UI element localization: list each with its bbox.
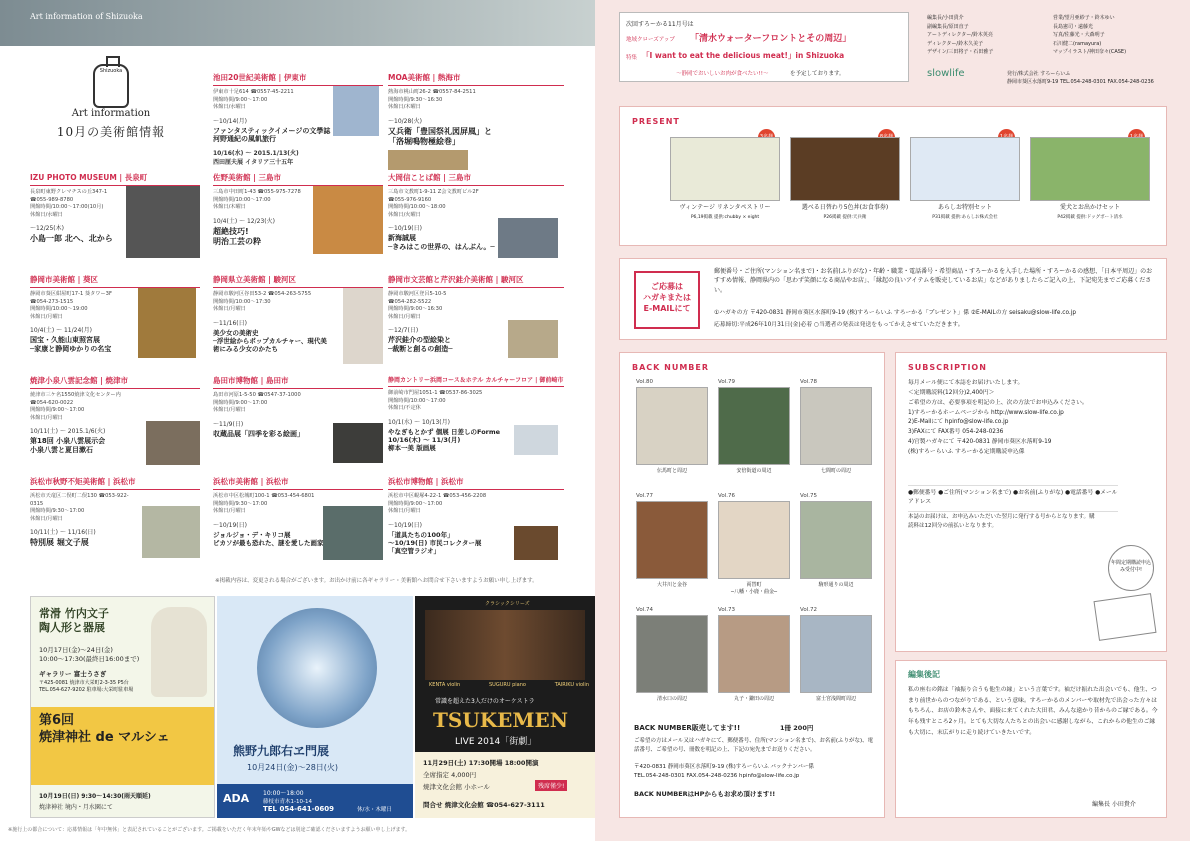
backnumber-vol: Vol.77 bbox=[636, 493, 653, 499]
next-sub: 〜静岡でおいしいお肉が食べたい!!〜 bbox=[676, 71, 769, 77]
backnumber-text: ご希望の方はメール又はハガキにて、郵便番号、住所(マンション名まで)、お名前(ふりがな)、電話番号、ご希望の号、冊数を明記の上、下記の宛先までお送りください。 bbox=[634, 738, 874, 753]
header-title: Art information of Shizuoka bbox=[30, 12, 143, 21]
ad3-contact: 問合せ 焼津文化会館 ☎054-627-3111 bbox=[423, 801, 545, 809]
museum-date: 〜10/19(日) bbox=[388, 521, 422, 529]
museum-title: 「道具たちの100年」 〜10/19(日) 市民コレクター展 「真空管ラジオ」 bbox=[388, 530, 482, 555]
museum-card bbox=[213, 72, 383, 166]
present-caption: 愛犬とお出かけセット bbox=[1059, 204, 1120, 211]
museum-date: 10/11(土) 〜 11/16(日) bbox=[30, 529, 96, 537]
editor-sign: 編集長 小田貴介 bbox=[1092, 801, 1136, 808]
museum-card bbox=[30, 274, 200, 354]
ad3-details bbox=[415, 752, 595, 818]
staff-item: アートディレクター/鈴木英亮 bbox=[927, 32, 993, 38]
present-image bbox=[1030, 137, 1150, 201]
museum-info: 熱海市桃山町26-2 ☎0557-84-2511 開館時間/9:30〜16:30 休館日/木曜日 bbox=[388, 89, 476, 111]
ad2-closed: 休/水・木曜日 bbox=[357, 807, 392, 813]
next-prefix: 次回すろーかる11月号は bbox=[626, 21, 694, 28]
backnumber-cover bbox=[800, 387, 872, 465]
apply-box: ご応募は ハガキまたは E-MAILにて bbox=[634, 271, 700, 329]
museum-image bbox=[126, 186, 200, 258]
museum-title: 芹沢銈介の型絵染と ─裁断と創るの創造─ bbox=[388, 336, 453, 353]
ad2-time: 10:00〜18:00 bbox=[263, 790, 304, 797]
ada-logo: ADA bbox=[223, 792, 250, 805]
museum-name: 池田20世紀美術館 | 伊東市 bbox=[213, 72, 383, 86]
museum-date: 〜10/19(日) bbox=[388, 225, 422, 233]
ad-kumano bbox=[217, 596, 413, 818]
next-label1: 地域クローズアップ bbox=[626, 37, 675, 43]
museum-date: 10/4(土) 〜 12/23(火) bbox=[213, 217, 275, 225]
museum-title: 特別展 堀文子展 bbox=[30, 538, 89, 548]
museum-card bbox=[388, 375, 564, 452]
ad2-title: 熊野九郎右ヱ門展 bbox=[233, 744, 330, 758]
editor-text: 私の座右の銘は「袖振り合うも他生の縁」という言葉です。袖だけ振れた出会いでも、他生、つまり前世からのつながりである、という意味。すろーかるのメンバーや取材先で出会った方々はもちろん、お店の鈴木さんや、面接に来てくれた大田君、みんな遠かり昔からのご縁である。今年も残すところ2ヶ月。とても大切な人たちとの出会いに感謝しながら、これからの他生のご縁も大切に、末広がりに走り続けていきたいです。 bbox=[908, 687, 1158, 736]
museum-name: 佐野美術館 | 三島市 bbox=[213, 172, 383, 186]
museum-info: 長泉町東野クレマチスの丘347-1 ☎055-989-8780 開館時間/10:00〜17:00(10月) 休館日/水曜日 bbox=[30, 189, 108, 218]
museum-card bbox=[213, 476, 383, 547]
backnumber-vol: Vol.79 bbox=[718, 379, 735, 385]
present-item bbox=[670, 137, 780, 221]
title-vertical: Shizuoka bbox=[99, 68, 123, 74]
museum-card bbox=[388, 274, 564, 354]
backnumber-vol: Vol.78 bbox=[800, 379, 817, 385]
ad3-title: TSUKEMEN bbox=[433, 708, 569, 732]
present-section bbox=[619, 106, 1167, 246]
next-issue-box bbox=[619, 12, 909, 82]
marche-date: 10月19日(日) 9:30〜14:30(雨天順延) bbox=[39, 793, 151, 800]
backnumber-cover bbox=[636, 387, 708, 465]
backnumber-vol: Vol.73 bbox=[718, 607, 735, 613]
museum-title: 超絶技巧! 明治工芸の粋 bbox=[213, 226, 261, 246]
backnumber-cover bbox=[800, 501, 872, 579]
backnumber-caption: 七間町の周辺 bbox=[820, 468, 851, 474]
backnumber-cover bbox=[718, 501, 790, 579]
museum-name: 浜松市美術館 | 浜松市 bbox=[213, 476, 383, 490]
staff-item: 副編集長/原田直子 bbox=[927, 23, 969, 30]
subscription-section bbox=[895, 352, 1167, 652]
present-caption: 選べる日替わり5色丼(お食事券) bbox=[801, 204, 889, 211]
title-jp: 10月の美術館情報 bbox=[56, 125, 166, 139]
backnumber-price: 1冊 200円 bbox=[780, 724, 814, 732]
backnumber-vol: Vol.75 bbox=[800, 493, 817, 499]
staff-item: 石川健二(ramayura) bbox=[1053, 40, 1102, 47]
subscription-fields: ●郵便番号 ●ご住所(マンション名まで) ●お名前(ふりがな) ●電話番号 ●メールアドレス bbox=[908, 485, 1118, 512]
musician-name: SUGURU piano bbox=[489, 682, 526, 688]
museum-image bbox=[142, 506, 200, 558]
museum-image bbox=[508, 320, 558, 358]
staff-item: マップイラスト/神田奈々(CASE) bbox=[1053, 49, 1127, 55]
rabbit-figure-icon bbox=[151, 607, 207, 697]
header-band bbox=[0, 0, 595, 46]
museum-card bbox=[388, 476, 564, 555]
present-item bbox=[910, 137, 1020, 221]
museum-card bbox=[388, 172, 564, 252]
apply-section bbox=[619, 258, 1167, 340]
museum-info: 御前崎市門屋1051-1 ☎0537-86-3025 開館時間/10:00〜17:00 休館日/不定休 bbox=[388, 390, 483, 412]
staff-item: 長島憲司・遠藤光 bbox=[1053, 23, 1094, 30]
backnumber-vol: Vol.72 bbox=[800, 607, 817, 613]
staff-col1 bbox=[927, 14, 1047, 57]
present-image bbox=[790, 137, 900, 201]
museum-date: 〜11/16(日) bbox=[213, 319, 247, 327]
museum-card bbox=[388, 72, 564, 147]
museum-image bbox=[514, 425, 558, 455]
right-page bbox=[595, 0, 1190, 841]
backnumber-caption: 駒形通りの周辺 bbox=[818, 582, 854, 588]
museum-name: 浜松市秋野不矩美術館 | 浜松市 bbox=[30, 476, 200, 490]
backnumber-item[interactable] bbox=[718, 379, 790, 475]
museum-name: 静岡市文芸館と芹沢銈介美術館 | 駿河区 bbox=[388, 274, 564, 288]
next-feature2: 「I want to eat the delicious meat!」in Shizuoka bbox=[642, 51, 845, 60]
museum-image bbox=[333, 423, 383, 463]
editor-title: 編集後記 bbox=[908, 670, 940, 679]
museum-name: 静岡カントリー浜岡コース＆ホテル カルチャーフロア | 御前崎市 bbox=[388, 375, 564, 387]
museum-name: 静岡県立美術館 | 駿河区 bbox=[213, 274, 383, 288]
backnumber-item[interactable] bbox=[636, 607, 708, 703]
footnote: ※施行上の都合について：応募情報は「年中無休」と表記されていることがございます。ご掲載をいただく年末年始やGWなどは別途ご確認くださいますようお願い申し上げます。 bbox=[8, 827, 411, 833]
present-caption: あらしお特別セット bbox=[937, 204, 992, 211]
museum-name: IZU PHOTO MUSEUM | 長泉町 bbox=[30, 172, 200, 186]
musician-name: TAIRIKU violin bbox=[554, 682, 589, 688]
museum-title: 収蔵品展「四季を彩る絵画」 bbox=[213, 429, 304, 438]
ad2-footer bbox=[217, 784, 413, 818]
backnumber-address: 〒420-0831 静岡市葵区水落町9-19 (株)すろーらいふ バックナンバー係 TEL.054-248-0301 FAX.054-248-0236 hpinfo@slow-life.co.jp bbox=[634, 764, 814, 779]
museum-title: 第18回 小泉八雲展示会 小泉八雲と夏目漱石 bbox=[30, 437, 106, 454]
museum-info: 浜松市中区松城町100-1 ☎053-454-6801 開館時間/9:30〜17:00 休館日/月曜日 bbox=[213, 493, 315, 515]
subscription-stamp: 年間定期購読申込み受付中! bbox=[1108, 545, 1154, 591]
backnumber-item[interactable] bbox=[800, 493, 872, 589]
title-en: Art information bbox=[71, 108, 151, 119]
disclaimer-note: ※掲載内容は、変更される場合がございます。お出かけ前に各ギャラリー・美術館へお問合せ下さいますようお願い申し上げます。 bbox=[215, 578, 538, 584]
museum-image bbox=[333, 86, 379, 136]
museum-title: 小島一郎 北へ、北から bbox=[30, 234, 113, 244]
backnumber-title: BACK NUMBER bbox=[632, 363, 710, 372]
museum-card bbox=[30, 375, 200, 455]
backnumber-vol: Vol.80 bbox=[636, 379, 653, 385]
museum-image bbox=[498, 218, 558, 258]
backnumber-vol: Vol.76 bbox=[718, 493, 735, 499]
apply-address: ①ハガキの方 〒420-0831 静岡市葵区水落町9-19 (株)すろーらいふ すろーかる「プレゼント」係 ②E-MAILの方 seisaku@slow-life.co.jp bbox=[714, 310, 1077, 316]
backnumber-cover bbox=[636, 501, 708, 579]
slowlife-address: 静岡市葵区水落町9-19 TEL.054-248-0301 FAX.054-248-0236 bbox=[1007, 79, 1154, 85]
present-image bbox=[670, 137, 780, 201]
apply-deadline: 応募締切:平成26年10月31日(金)必着 ○当選者の発表は発送をもってかえさせていただきます。 bbox=[714, 322, 964, 328]
museum-image bbox=[514, 526, 558, 560]
backnumber-section bbox=[619, 352, 885, 818]
ad2-address: 藤枝市青木1-10-14 bbox=[263, 799, 312, 805]
museum-image bbox=[146, 421, 200, 465]
ad3-venue: 焼津文化会館 小ホール bbox=[423, 783, 490, 791]
museum-title: やなぎもとかず 個展 日差しのForme 10/16(木) 〜 11/3(月) 柳本一美 版画展 bbox=[388, 427, 501, 452]
ad1-info: 〒425-0081 焼津市大栄町2-3-35 P5台 TEL.054-627-9202 駐車場:大栄町駐車場 bbox=[39, 680, 134, 693]
museum-title: 国宝・久能山東照宮展 ─家康と静岡ゆかりの名宝 bbox=[30, 336, 112, 353]
backnumber-item[interactable] bbox=[800, 607, 872, 703]
museum-date: 〜11/9(日) bbox=[213, 420, 244, 428]
backnumber-caption: 伝馬町と周辺 bbox=[656, 468, 687, 474]
museum-date: 〜10/14(月) bbox=[213, 117, 247, 125]
museum-name: MOA美術館 | 熱海市 bbox=[388, 72, 564, 86]
ad3-names bbox=[429, 682, 589, 688]
present-caption: ヴィンテージ リネンタペストリー bbox=[679, 204, 771, 211]
glass-bowl-image bbox=[257, 608, 377, 728]
ad1-title: 常滑 竹内文子 陶人形と器展 bbox=[39, 607, 109, 635]
backnumber-caption: 清水口の周辺 bbox=[656, 696, 687, 702]
museum-info: 三島市文教町1-9-11 Z会文教町ビル2F ☎055-976-9160 開館時間/10:00〜18:00 休館日/火曜日 bbox=[388, 189, 479, 218]
ad2-date: 10月24日(金)〜28日(火) bbox=[247, 763, 339, 772]
present-sub: P42掲載 提供:ドッグポート清水 bbox=[1057, 214, 1123, 220]
museum-info: 静岡市葵区紺屋町17-1 葵タワー3F ☎054-273-1515 開館時間/10:00〜19:00 休館日/月曜日 bbox=[30, 291, 112, 320]
museum-card bbox=[213, 375, 383, 438]
staff-item: 営業/望月亜紗子・鈴木ゆい bbox=[1053, 15, 1115, 21]
marche-place: 焼津神社 境内・月水園にて bbox=[39, 804, 113, 811]
ad2-tel: TEL 054-641-0609 bbox=[263, 805, 334, 813]
next-tail: を予定しております。 bbox=[790, 71, 845, 77]
backnumber-cover bbox=[718, 615, 790, 693]
museum-info: 浜松市天竜区二俣町二俣130 ☎053-922-0315 開館時間/9:30〜17:00 休館日/月曜日 bbox=[30, 493, 129, 522]
marche-title: 第6回 焼津神社 de マルシェ bbox=[39, 713, 170, 745]
museum-date: 〜10/28(火) bbox=[388, 117, 422, 125]
ad1-date: 10月17日(金)〜24日(金) 10:00〜17:30(最終日16:00まで) bbox=[39, 646, 140, 663]
present-sub: P31掲載 提供:あらしお株式会社 bbox=[932, 214, 998, 220]
backnumber-sale: BACK NUMBER販売してます!! bbox=[634, 724, 741, 732]
museum-info: 三島市中田町1-43 ☎055-975-7278 開館時間/10:00〜17:00 休館日/木曜日 bbox=[213, 189, 301, 211]
museum-date: 10/11(土) 〜 2015.1/6(火) bbox=[30, 428, 106, 436]
present-sub: P26掲載 提供:天兵衛 bbox=[823, 214, 867, 220]
subscription-title: SUBSCRIPTION bbox=[908, 363, 987, 372]
bottle-icon bbox=[93, 64, 129, 108]
museum-card bbox=[30, 476, 200, 548]
backnumber-cover bbox=[718, 387, 790, 465]
backnumber-grid bbox=[636, 379, 876, 719]
museum-date: 〜10/19(日) bbox=[213, 521, 247, 529]
backnumber-caption: 両替町 ─八幡・小鹿・曲金─ bbox=[730, 582, 778, 595]
magazine-sketch-icon bbox=[1093, 593, 1156, 641]
present-sub: P6,19掲載 提供:chubby × eight bbox=[690, 214, 760, 220]
museum-date: 10/4(土) 〜 11/24(月) bbox=[30, 327, 92, 335]
ad3-series: クラシックシリーズ bbox=[485, 601, 530, 607]
ad1-venue: ギャラリー 富士うさぎ bbox=[39, 670, 107, 678]
ad3-copy: 常識を超えた3人だけのオーケストラ bbox=[435, 698, 535, 705]
museum-date: 〜12/7(日) bbox=[388, 327, 419, 335]
museum-date: 〜12/25(木) bbox=[30, 225, 64, 233]
museum-title: 又兵衛「豊国祭礼図屏風」と 「洛堀鳴物極絵巻」 bbox=[388, 126, 492, 146]
slowlife-publisher: 発行/株式会社 すろーらいふ bbox=[1007, 71, 1071, 77]
museum-info: 静岡市駿河区谷田53-2 ☎054-263-5755 開館時間/10:00〜17:30 休館日/月曜日 bbox=[213, 291, 312, 313]
present-item bbox=[1030, 137, 1150, 221]
subscription-text: 毎月メール便にて本誌をお届けいたします。 ＜定期購読料(12回分)2,400円＞ ご希望の方は、必要事項を明記の上、次の方法でお申込みください。 1)すろーかるホームページから http://www.slow-life.co.jp 2)E-Mailにて hpinfo@slow-life.co.jp 3)FAXにて FAX番号 054-248-0236 4)官製ハガキにて 〒420-0831 静岡市葵区水落町9-19 (株)すろーらいふ すろーかる定期購読申込係 bbox=[908, 380, 1088, 455]
present-title: PRESENT bbox=[632, 117, 680, 126]
museum-title: 新海誠展 ─きみはこの世界の、はんぶん。─ bbox=[388, 234, 495, 251]
slowlife-logo: slowlife bbox=[927, 68, 965, 79]
ad3-fee: 全席指定 4,000円 bbox=[423, 771, 477, 779]
ad3-live: LIVE 2014「街劇」 bbox=[455, 737, 537, 747]
backnumber-cover bbox=[800, 615, 872, 693]
museum-title: ファンタスティックイメージの文學誌 河野通紀の風飢旅行 bbox=[213, 126, 331, 144]
museum-info: 静岡市駿河区登呂5-10-5 ☎054-282-5522 開館時間/9:00〜16:30 休館日/月曜日 bbox=[388, 291, 447, 320]
museum-title: ジョルジョ・デ・キリコ展 ピカソが最も恐れた、謎を愛した画家 bbox=[213, 530, 324, 547]
museum-image bbox=[138, 288, 196, 358]
backnumber-item[interactable] bbox=[718, 493, 790, 595]
title-block bbox=[30, 64, 192, 174]
ad3-date: 11月29日(土) 17:30開場 18:00開演 bbox=[423, 759, 539, 767]
present-image bbox=[910, 137, 1020, 201]
marche-banner bbox=[31, 707, 214, 785]
backnumber-caption: 大井川と金谷 bbox=[656, 582, 687, 588]
museum-image bbox=[343, 288, 383, 364]
backnumber-item[interactable] bbox=[636, 493, 708, 589]
editor-section bbox=[895, 660, 1167, 818]
museum-name: 浜松市博物館 | 浜松市 bbox=[388, 476, 564, 490]
ad3-soldout: 残席僅少! bbox=[535, 780, 567, 791]
backnumber-caption: 丸子・鎌田の周辺 bbox=[733, 696, 774, 702]
backnumber-web: BACK NUMBERはHPからもお求め頂けます!! bbox=[634, 790, 776, 798]
museum-card bbox=[213, 172, 383, 247]
museum-image bbox=[388, 150, 468, 170]
museum-card bbox=[30, 172, 200, 244]
backnumber-caption: 富士宮浅間町周辺 bbox=[815, 696, 856, 702]
museum-info: 伊東市十足614 ☎0557-45-2211 開館時間/9:00〜17:00 休館日/水曜日 bbox=[213, 89, 294, 111]
backnumber-item[interactable] bbox=[800, 379, 872, 475]
staff-item: ディレクター/鈴木久美子 bbox=[927, 40, 984, 47]
staff-col2 bbox=[1053, 14, 1173, 57]
staff-item: 編集長/小田貴介 bbox=[927, 15, 964, 21]
apply-text: 郵便番号・ご住所(マンション名まで)・お名前(ふりがな)・年齢・職業・電話番号・希望商品・すろーかるを入手した場所・すろーかるの感想、「日本平周辺」のおすすめ情報、静岡県内の「思わず笑顔になる商品やお店」、「縁起の良いアイテムを販売しているお店」などがありましたらご記入の上、下記宛先までご応募ください。 bbox=[714, 268, 1153, 294]
museum-card bbox=[213, 274, 383, 353]
ad-tsukemen bbox=[415, 596, 595, 818]
museum-image bbox=[323, 506, 383, 560]
museum-name: 大岡信ことば館 | 三島市 bbox=[388, 172, 564, 186]
musician-name: KENTA violin bbox=[429, 682, 461, 688]
museum-info: 浜松市中区蜆塚4-22-1 ☎053-456-2208 開館時間/9:00〜17:00 休館日/月曜日 bbox=[388, 493, 487, 515]
staff-item: 写真/佐藤光・大森明子 bbox=[1053, 32, 1105, 38]
staff-box bbox=[927, 14, 1177, 92]
museum-extra: 10/16(水) 〜 2015.1/13(火) 西田厘夫展 イタリア三十五年 bbox=[213, 150, 299, 167]
museum-name: 焼津小泉八雲記念館 | 焼津市 bbox=[30, 375, 200, 389]
museum-name: 島田市博物館 | 島田市 bbox=[213, 375, 383, 389]
backnumber-item[interactable] bbox=[636, 379, 708, 475]
backnumber-cover bbox=[636, 615, 708, 693]
museum-title: 美少女の美術史 ─浮世絵からポップカルチャー、現代美術にみる少女のかたち bbox=[213, 328, 327, 353]
staff-item: デザイン/三田将子・石田雅子 bbox=[927, 49, 994, 55]
next-label2: 特集 bbox=[626, 55, 638, 61]
museum-date: 10/1(水) 〜 10/13(月) bbox=[388, 418, 450, 426]
backnumber-item[interactable] bbox=[718, 607, 790, 703]
ad-ceramics bbox=[30, 596, 215, 818]
next-feature1: 「清水ウォーターフロントとその周辺」 bbox=[690, 34, 852, 44]
museum-image bbox=[313, 186, 383, 254]
present-item bbox=[790, 137, 900, 221]
musicians-photo bbox=[425, 610, 585, 680]
museum-name: 静岡市美術館 | 葵区 bbox=[30, 274, 200, 288]
museum-info: 島田市河原1-5-50 ☎0547-37-1000 開館時間/9:00〜17:00 休館日/月曜日 bbox=[213, 392, 301, 414]
backnumber-vol: Vol.74 bbox=[636, 607, 653, 613]
subscription-note: 本誌のお届けは、お申込みいただいた翌月に発行する号からとなります。購読料は12回分の前払いとなります。 bbox=[908, 514, 1095, 530]
museum-info: 焼津市三ケ名1550焼津文化センター内 ☎054-620-0022 開館時間/9:00〜17:00 休館日/月曜日 bbox=[30, 392, 121, 421]
backnumber-caption: 安倍街道の周辺 bbox=[736, 468, 772, 474]
